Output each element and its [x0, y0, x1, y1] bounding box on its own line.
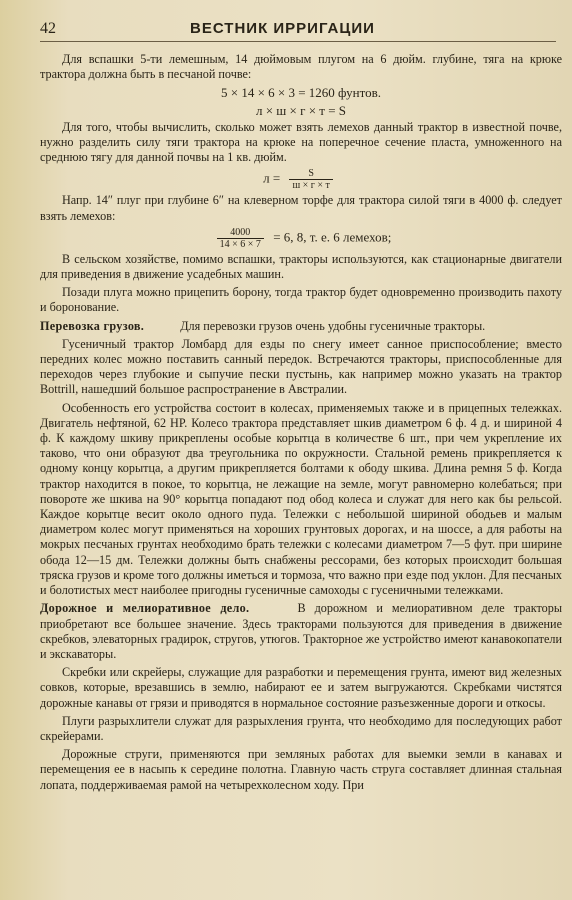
formula-3: [40, 168, 562, 191]
paragraph-2: Для того, чтобы вычислить, сколько может взять лемехов данный трактор в известной почве, нужно разделить силу тяги трактора на крюке на поперечное сечение пласта, умноженного на среднюю тягу для данной почвы на 1 кв. дюйм.: [40, 119, 562, 165]
formula-3-denominator: ш × г × т: [292, 180, 330, 192]
paragraph-6a: Для перевозки грузов очень удобны гусеничные тракторы.: [180, 318, 486, 333]
paragraph-8: В дорожном и мелиоративном деле тракторы приобретают все большее значение. Здесь тракторами пользуются для приведения в движение скребков, элеваторных градирок, стругов, утюгов. Тракторное же устройство имеют канавокопатели и экскаваторы.: [40, 601, 563, 661]
paragraph-9: Скребки или скрейеры, служащие для разработки и перемещения грунта, имеют вид железных совков, которые, врезавшись в землю, набирают ее и затем выгружаются. Скребками чистятся дорожные канавы от грязи и приводятся в нормальное состояние разъезженные дороги и откосы.: [40, 665, 562, 710]
section-cargo-transport: [40, 319, 562, 334]
formula-2: л × ш × г × т = S: [255, 102, 347, 118]
paragraph-5: Позади плуга можно прицепить борону, тогда трактор будет одновременно производить пахоту и боронование.: [40, 285, 562, 315]
paragraph-7: Особенность его устройства состоит в колесах, применяемых также и в прицепных тележках. Двигатель нефтяной, 62 HP. Колесо трактора представляет шкив диаметром 6 ф. 4 д. и шириной 4 ф. К каждому шкиву прикреплены особые корытца в количестве 6 шт., при чем укрепление их таково, что они образуют два треугольника по окружности. Стальной ремень прикрепляется к одному концу корытца, а другим прикрепляется болтами к ободу шкива. Длина ремня 5 ф. Когда трактор находится в покое, то корытца, не лежащие на земле, могут равномерно колебаться; при повороте же шкива на 90° корытца попадают под обод колеса и служат для него как бы рельсой. Каждое корытце весит около одного пуда. Тележки с небольшой шириной ободьев и малым диаметром колес могут применяться на хороших грунтовых дорогах, и на шоссе, а для работы на мокрых песчаных грунтах необходимо брать тележки с колесами диаметром 7—5 фут. при ширине обода 12—15 дм. Тележки должны быть снабжены рессорами, без которых происходит большая тряска грузов и кроме того должны иметься и тормоза, что важно при езде под уклон. Для песчаных и болотистых мест наиболее пригодны гусеничные самоходы с гусеничными тележками.: [40, 400, 562, 598]
page-number: 42: [40, 20, 56, 37]
formula-4-result: = 6, 8, т. е. 6 лемехов;: [273, 229, 392, 245]
journal-title: ВЕСТНИК ИРРИГАЦИИ: [190, 20, 375, 37]
page-header: [40, 20, 556, 42]
formula-3-fraction: [289, 168, 332, 191]
paragraph-6b: Гусеничный трактор Ломбард для езды по снегу имеет санное приспособление; вместо передних колес можно поставить санный передок. Встречаются тракторы, приспособленные для переходов через глубокие и сыпучие пески пустынь, как например можно указать на трактор Bottrill, нашедший большое распространение в Австралии.: [40, 336, 562, 397]
formula-3-lhs: л =: [263, 170, 281, 186]
formula-3-numerator: S: [289, 168, 332, 180]
paragraph-11: Дорожные струги, применяются при земляных работах для выемки земли в канавах и перемещения ее в насыпь к середине полотна. Главную часть струга составляет длинная стальная лопата, поддерживаемая рамой на четырехколесном ходу. При: [40, 747, 562, 792]
section-road-melioration: [40, 601, 562, 662]
formula-4: [40, 227, 562, 250]
paragraph-10: Плуги разрыхлители служат для разрыхления грунта, что необходимо для последующих работ скрейерами.: [40, 713, 562, 743]
formula-4-fraction: [217, 227, 264, 250]
formula-4-denominator: 14 × 6 × 7: [219, 238, 261, 250]
formula-4-numerator: 4000: [217, 227, 264, 239]
section-title-road: Дорожное и мелиоративное дело.: [40, 601, 250, 616]
paragraph-3: Напр. 14″ плуг при глубине 6″ на клеверном торфе для трактора силой тяги в 4000 ф. следует взять лемехов:: [40, 193, 562, 223]
formula-1: 5 × 14 × 6 × 3 = 1260 фунтов.: [220, 85, 382, 101]
article-body: [40, 52, 562, 793]
paragraph-1: Для вспашки 5-ти лемешным, 14 дюймовым плугом на 6 дюйм. глубине, тяга на крюке трактора должна быть в песчаной почве:: [40, 52, 562, 82]
paragraph-4: В сельском хозяйстве, помимо вспашки, тракторы используются, как стационарные двигатели для приведения в движение усадебных машин.: [40, 251, 562, 282]
section-title-cargo: Перевозка грузов.: [40, 318, 145, 333]
